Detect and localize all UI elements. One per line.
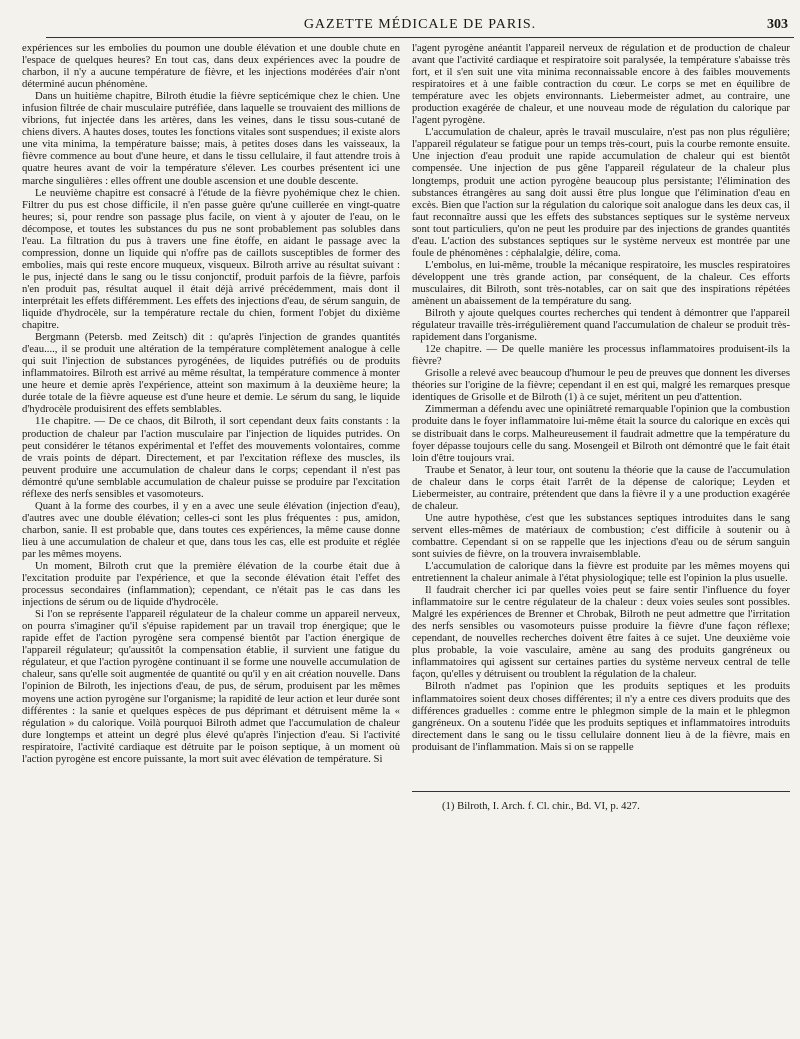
chapter-heading: 12e chapitre. — De quelle manière les processus inflammatoires produisent-ils la fièvre?	[412, 343, 790, 368]
paragraph: L'accumulation de calorique dans la fièvre est produite par les mêmes moyens qui entretiennent la chaleur animale à l'état physiologique; telle est l'opinion la plus usuelle.	[412, 560, 790, 585]
left-column	[22, 42, 400, 1027]
paragraph: Traube et Senator, à leur tour, ont soutenu la théorie que la cause de l'accumulation de chaleur dans le corps était l'arrêt de la dépense de calorique; Leyden et Liebermeister, au contraire, prétendent que dans la fièvre il y a une production exagérée de chaleur.	[412, 463, 790, 512]
page-header	[46, 7, 794, 38]
paragraph: L'accumulation de chaleur, après le travail musculaire, n'est pas non plus régulière; l'appareil régulateur se fatigue pour un temps très-court, puis la courbe remonte ensuite. Une injection d'eau produit une rapide accumulation de chaleur qui est bientôt compensée. Une injection de pus gêne l'appareil régulateur de la chaleur plus longtemps, produit une action pyrogène beaucoup plus persistante; l'élimination des substances étrangères au sang doit aussi être plus longue que l'élimination d'eau en excès. Bien que l'action sur la régulation du calorique soit analogue dans les deux cas, il faut reconnaître aussi que les effets des substances septiques sur le système nerveux sont tout particuliers, qu'on ne peut les produire par des injections de grandes quantités d'eau. L'action des substances septiques sur le système nerveux est montrée par une foule de phénomènes : céphalalgie, délire, coma.	[412, 126, 790, 259]
paragraph: Bilroth y ajoute quelques courtes recherches qui tendent à démontrer que l'appareil régulateur travaille très-irrégulièrement quand l'accumulation de chaleur se produit très-rapidement dans l'organisme.	[412, 307, 790, 344]
paragraph: expériences sur les embolies du poumon une double élévation et une double chute en l'espace de quelques heures? En tout cas, dans deux expériences avec la poudre de charbon, il n'y a aucune température de fièvre, et les injections modérées d'air n'ont déterminé aucun phénomène.	[22, 42, 400, 91]
footnote: (1) Bilroth, I. Arch. f. Cl. chir., Bd. VI, p. 427.	[442, 799, 640, 812]
paragraph: Bilroth n'admet pas l'opinion que les produits septiques et les produits inflammatoires soient deux choses différentes; il n'y a entre ces divers produits que des différences graduelles : comme entre le phlegmon simple de la main et le phlegmon gangréneux. On a soutenu l'idée que les produits septiques et inflammatoires introduits directement dans le sang ou le tissu cellulaire donnent lieu à de la fièvre, mais en produisant de l'inflammation. Mais si on se rappelle	[412, 680, 790, 753]
paragraph: Une autre hypothèse, c'est que les substances septiques introduites dans le sang servent elles-mêmes de matériaux de combustion; c'est difficile à soutenir ou à combattre. Cependant si on se rappelle que les injections d'eau ou de sérum sanguin sont suivies de fièvre, on la trouvera invraisemblable.	[412, 511, 790, 560]
paragraph: Si l'on se représente l'appareil régulateur de la chaleur comme un appareil nerveux, on pourra s'imaginer qu'il s'épuise rapidement par un travail trop énergique; que le rapide effet de l'action pyrogène sera compensé bientôt par l'action énergique de l'appareil régulateur; qu'aussitôt la compensation établie, il survient une fatigue du régulateur, et que l'action pyrogène continuant il se forme une nouvelle accumulation de chaleur, sans qu'elle soit augmentée de quantité ou qu'il y en ait création nouvelle. Dans l'opinion de Bilroth, les injections d'eau, de pus, de sérum, produisent par les mêmes moyens une action pyrogène sur l'organisme; la rapidité de leur action et leur durée sont différentes : la sanie et quelques espèces de pus déprimant et détruisent même la « régulation » du calorique. Voilà pourquoi Bilroth admet que l'accumulation de chaleur dure longtemps et atteint un degré plus élevé qu'après l'injection d'eau. Si l'activité respiratoire, l'activité cardiaque est détruite par le poison septique, à un moment où l'action pyrogène est encore puissante, la mort suit avec élévation de température. Si	[22, 608, 400, 765]
paragraph: Zimmerman a défendu avec une opiniâtreté remarquable l'opinion que la combustion produite dans le foyer inflammatoire lui-même était la source du calorique en excès qui se distribuait dans le corps. Malheureusement il faudrait admettre que la température du foyer dépasse toujours celle du sang. Mosengeil et Bilroth ont démontré que le fait était loin d'être toujours vrai.	[412, 403, 790, 464]
text-columns	[22, 42, 790, 1027]
page-number: 303	[767, 17, 788, 32]
paragraph: Quant à la forme des courbes, il y en a avec une seule élévation (injection d'eau), d'autres avec une double élévation; celles-ci sont les plus fréquentes : pus, amidon, charbon, sanie. Il est probable que, dans toutes ces expériences, la même cause donne lieu à une accumulation de chaleur et que, dans tous les cas, elle est produite et réglée par les mêmes moyens.	[22, 499, 400, 560]
paragraph: L'embolus, en lui-même, trouble la mécanique respiratoire, les muscles respiratoires développent une très grande action, par conséquent, de la chaleur. Ces efforts musculaires, dit Bilroth, sont très-notables, car on sait que des inspirations répétées amènent un abaissement de la température du sang.	[412, 258, 790, 307]
paragraph: l'agent pyrogène anéantit l'appareil nerveux de régulation et de production de chaleur avant que l'activité cardiaque et respiratoire soit paralysée, la température s'abaisse très fort, et il s'en suit une vita minima reconnaissable encore à des faibles mouvements respiratoires et à une faible contraction du cœur. Le corps se met en équilibre de température avec les objets environnants. Liebermeister admet, au contraire, une production exagérée de chaleur, et une nouveau mode de régulation du calorique par l'agent pyrogène.	[412, 42, 790, 127]
paragraph: Il faudrait chercher ici par quelles voies peut se faire sentir l'influence du foyer inflammatoire sur le centre régulateur de la chaleur : deux voies seules sont possibles. Malgré les expériences de Brenner et Chrobak, Bilroth ne peut admettre que l'irritation des nerfs sensibles ou vasomoteurs puisse produire la fièvre d'une façon réflexe; cependant, de nouvelles recherches doivent être faites à ce sujet. Une deuxième voie plus probable, la voie vasculaire, amène au sang des produits gangréneux ou inflammatoires qui agissent sur certaines parties du système nerveux central de telle façon, qu'elles y détruisent ou troublent la régulation de la chaleur.	[412, 584, 790, 681]
right-column	[412, 42, 790, 1027]
journal-title: GAZETTE MÉDICALE DE PARIS.	[303, 17, 537, 32]
paragraph: Le neuvième chapitre est consacré à l'étude de la fièvre pyohémique chez le chien. Filtrer du pus est chose difficile, il n'en passe guère qu'une cuillerée en vingt-quatre heures; si, pour rendre son passage plus facile, on vient à y ajouter de l'eau, on le décompose, et toutes les substances du pus ne sont probablement pas solubles dans l'eau. La filtration du pus à travers une fine étoffe, en aidant le passage avec la compression, donne un liquide qui n'offre pas de caillots susceptibles de former des embolies, mais qui reste encore muqueux, visqueux. Bilroth arrive au résultat suivant : le pus, injecté dans le sang ou le tissu conjonctif, produit parfois de la fièvre, parfois n'en produit pas, résultat auquel il était déjà arrivé précédemment, mais dont il interprétait les effets différemment. Les effets des injections d'eau, de sérum sanguin, de liquide d'hydrocèle, sur la température rectale du chien, forment l'objet du dixième chapitre.	[22, 186, 400, 332]
paragraph: 11e chapitre. — De ce chaos, dit Bilroth, il sort cependant deux faits constants : la production de chaleur par l'action musculaire par l'injection de liquides putrides. On peut considérer le tétanos expérimental et l'effet des mouvements volontaires, comme de vrais points de départ. Directement, et par l'excitation réflexe des muscles, ils peuvent produire une accumulation de chaleur dans le corps; cependant il n'est pas démontré qu'une semblable accumulation de chaleur puisse se produire par l'excitation réflexe des nerfs sensibles et vasomoteurs.	[22, 415, 400, 500]
footnote-divider	[412, 791, 790, 792]
paragraph: Grisolle a relevé avec beaucoup d'humour le peu de preuves que donnent les diverses théories sur l'origine de la fièvre; cependant il en est qui, malgré les remarques presque identiques de Grisolle et de Bilroth (1) à ce sujet, méritent un peu d'attention.	[412, 367, 790, 404]
paragraph: Un moment, Bilroth crut que la première élévation de la courbe était due à l'excitation produite par l'expérience, et que la seconde élévation était l'effet des processus secondaires (inflammation); cependant, ce n'était pas le cas dans les injections de sérum ou de liquide d'hydrocèle.	[22, 560, 400, 609]
paragraph: Bergmann (Petersb. med Zeitsch) dit : qu'après l'injection de grandes quantités d'eau...., il se produit une altération de la température complètement analogue à celle qui suit l'injection de substances pyrogénées, de liquides putréfiés ou de produits inflammatoires. Bilroth est arrivé au même résultat, la température commence à monter une heure et demie après l'expérience, atteint son maximum à la deuxième heure; la durée totale de la fièvre aqueuse est d'une heure et demie. Le sérum du sang, le liquide d'hydrocèle produisirent des effets semblables.	[22, 331, 400, 416]
paragraph: Dans un huitième chapitre, Bilroth étudie la fièvre septicémique chez le chien. Une infusion filtrée de chair musculaire putréfiée, dans laquelle se trouvaient des millions de vibrions, fut injectée dans les artères, dans les veines, dans le tissu sous-cutané de chiens divers. A hautes doses, toutes les fonctions vitales sont suspendues; il existe alors une vita minima, la température baisse; mais, à petites doses dans les vaisseaux, la fièvre commence au bout d'une heure, et dans le tissu cellulaire, il faut attendre trois à quatre heures avant de voir la température s'élever. Les courbes présentent ici une marche singulières : elles offrent une double ascension et une double descente.	[22, 90, 400, 187]
